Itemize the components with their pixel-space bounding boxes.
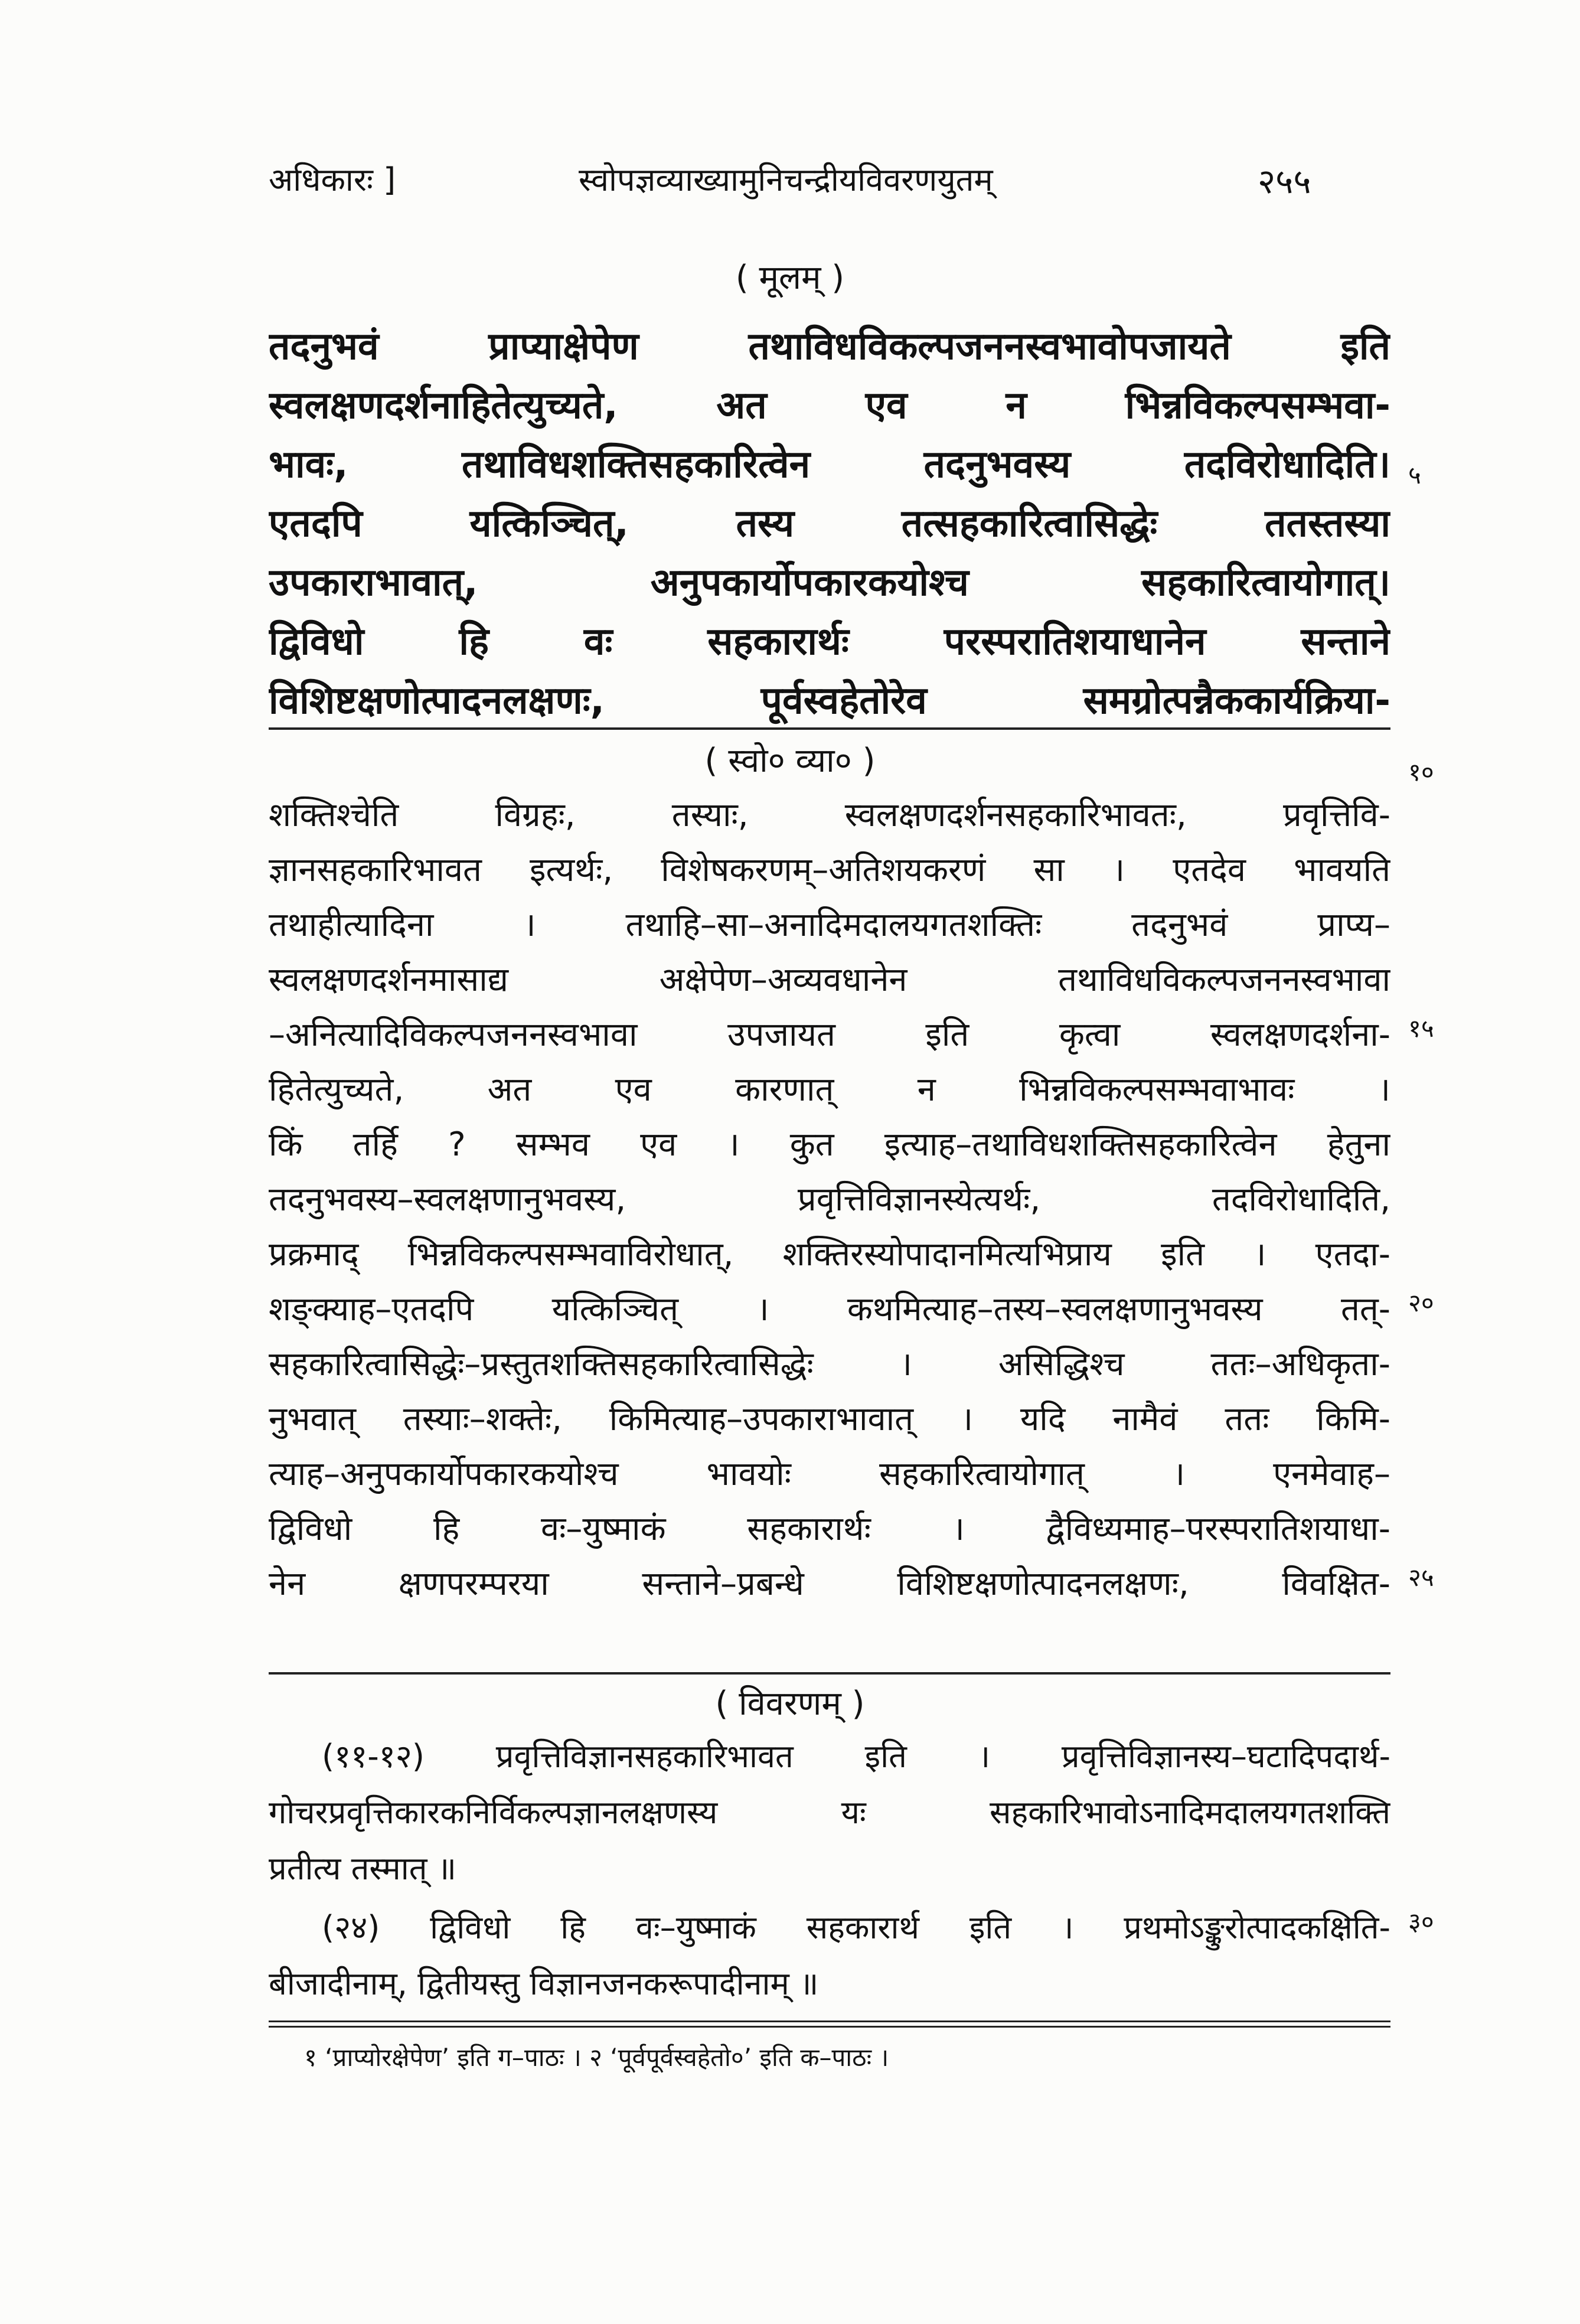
header-section-label: अधिकारः ] [269,161,396,198]
vyakhya-heading: ( स्वो० व्या० ) [704,742,876,780]
mula-line: उपकाराभावात्, अनुपकार्योपकारकयोश्च सहकारित्वायोगात्। [269,561,1390,605]
vivarana-line: (२४) द्विविधो हि वः–युष्माकं सहकारार्थ इति । प्रथमोऽङ्कुरोत्पादकक्षिति- [322,1909,1390,1946]
vyakhya-line: ज्ञानसहकारिभावत इत्यर्थः, विशेषकरणम्–अतिशयकरणं सा । एतदेव भावयति [269,851,1390,889]
mula-line: स्वलक्षणदर्शनाहितेत्युच्यते, अत एव न भिन्नविकल्पसम्भवा- [269,384,1390,427]
vyakhya-line: किं तर्हि ? सम्भव एव । कुत इत्याह–तथाविधशक्तिसहकारित्वेन हेतुना [269,1125,1390,1164]
vivarana-heading: ( विवरणम् ) [715,1685,865,1723]
vyakhya-line: नेन क्षणपरम्परया सन्ताने–प्रबन्धे विशिष्टक्षणोत्पादनलक्षणः, विवक्षित- [269,1565,1390,1603]
mula-line: विशिष्टक्षणोत्पादनलक्षणः, पूर्वस्वहेतोरेव समग्रोत्पन्नैककार्यक्रिया- [269,679,1390,723]
vyakhya-line: त्याह–अनुपकार्योपकारकयोश्च भावयोः सहकारित्वायोगात् । एनमेवाह– [269,1455,1390,1493]
mula-line: द्विविधो हि वः सहकारार्थः परस्परातिशयाधानेन सन्ताने [269,620,1390,664]
vivarana-line: गोचरप्रवृत्तिकारकनिर्विकल्पज्ञानलक्षणस्य यः सहकारिभावोऽनादिमदालयगतशक्ति [269,1794,1390,1831]
vyakhya-line: द्विविधो हि वः–युष्माकं सहकारार्थः । द्वैविध्यमाह–परस्परातिशयाधा- [269,1510,1390,1548]
vyakhya-line: सहकारित्वासिद्धेः–प्रस्तुतशक्तिसहकारित्वासिद्धेः । असिद्धिश्च ततः–अधिकृता- [269,1345,1390,1383]
mula-line: भावः, तथाविधशक्तिसहकारित्वेन तदनुभवस्य तदविरोधादिति। [269,443,1390,487]
margin-line-number: ३० [1408,1907,1434,1936]
vyakhya-line: शङ्क्याह–एतदपि यत्किञ्चित् । कथमित्याह–तस्य–स्वलक्षणानुभवस्य तत्- [269,1290,1390,1329]
margin-line-number: १० [1408,758,1434,786]
margin-line-number: २५ [1408,1563,1434,1592]
vyakhya-line: तदनुभवस्य–स्वलक्षणानुभवस्य, प्रवृत्तिविज्ञानस्येत्यर्थः, तदविरोधादिति, [269,1180,1390,1219]
section-divider [269,727,1390,730]
vyakhya-line: हितेत्युच्यते, अत एव कारणात् न भिन्नविकल्पसम्भवाभावः । [269,1070,1390,1109]
mula-heading: ( मूलम् ) [735,259,845,297]
vyakhya-line: नुभवात् तस्याः–शक्तेः, किमित्याह–उपकाराभावात् । यदि नामैवं ततः किमि- [269,1400,1390,1438]
mula-line: तदनुभवं प्राप्याक्षेपेण तथाविधविकल्पजननस्वभावोपजायते इति [269,325,1390,368]
section-divider [269,1672,1390,1675]
vyakhya-line: तथाहीत्यादिना । तथाहि–सा–अनादिमदालयगतशक्तिः तदनुभवं प्राप्य– [269,906,1390,944]
vyakhya-line: प्रक्रमाद् भिन्नविकल्पसम्भवाविरोधात्, शक्तिरस्योपादानमित्यभिप्राय इति । एतदा- [269,1235,1390,1274]
vyakhya-line: –अनित्यादिविकल्पजननस्वभावा उपजायत इति कृत्वा स्वलक्षणदर्शना- [269,1016,1390,1054]
vivarana-line: बीजादीनाम्, द्वितीयस्तु विज्ञानजनकरूपादीनाम् ॥ [269,1965,819,2002]
footnote-line: १ ‘प्राप्योरक्षेपेण’ इति ग–पाठः । २ ‘पूर्वपूर्वस्वहेतो०’ इति क–पाठः । [304,2043,889,2072]
mula-line: एतदपि यत्किञ्चित्, तस्य तत्सहकारित्वासिद्धेः ततस्तस्या [269,502,1390,546]
page-number: २५५ [1258,161,1311,201]
vyakhya-line: शक्तिश्चेति विग्रहः, तस्याः, स्वलक्षणदर्शनसहकारिभावतः, प्रवृत्तिवि- [269,796,1390,834]
header-book-title: स्वोपज्ञव्याख्यामुनिचन्द्रीयविवरणयुतम् [579,161,993,198]
margin-line-number: ५ [1408,461,1421,489]
vyakhya-line: स्वलक्षणदर्शनमासाद्य अक्षेपेण–अव्यवधानेन तथाविधविकल्पजननस्वभावा [269,961,1390,999]
footnote-divider [269,2021,1390,2028]
vivarana-line: प्रतीत्य तस्मात् ॥ [269,1850,456,1887]
margin-line-number: २० [1408,1288,1434,1317]
vivarana-line: (११-१२) प्रवृत्तिविज्ञानसहकारिभावत इति । प्रवृत्तिविज्ञानस्य–घटादिपदार्थ- [322,1738,1390,1775]
running-header [0,151,1580,204]
margin-line-number: १५ [1408,1014,1434,1043]
